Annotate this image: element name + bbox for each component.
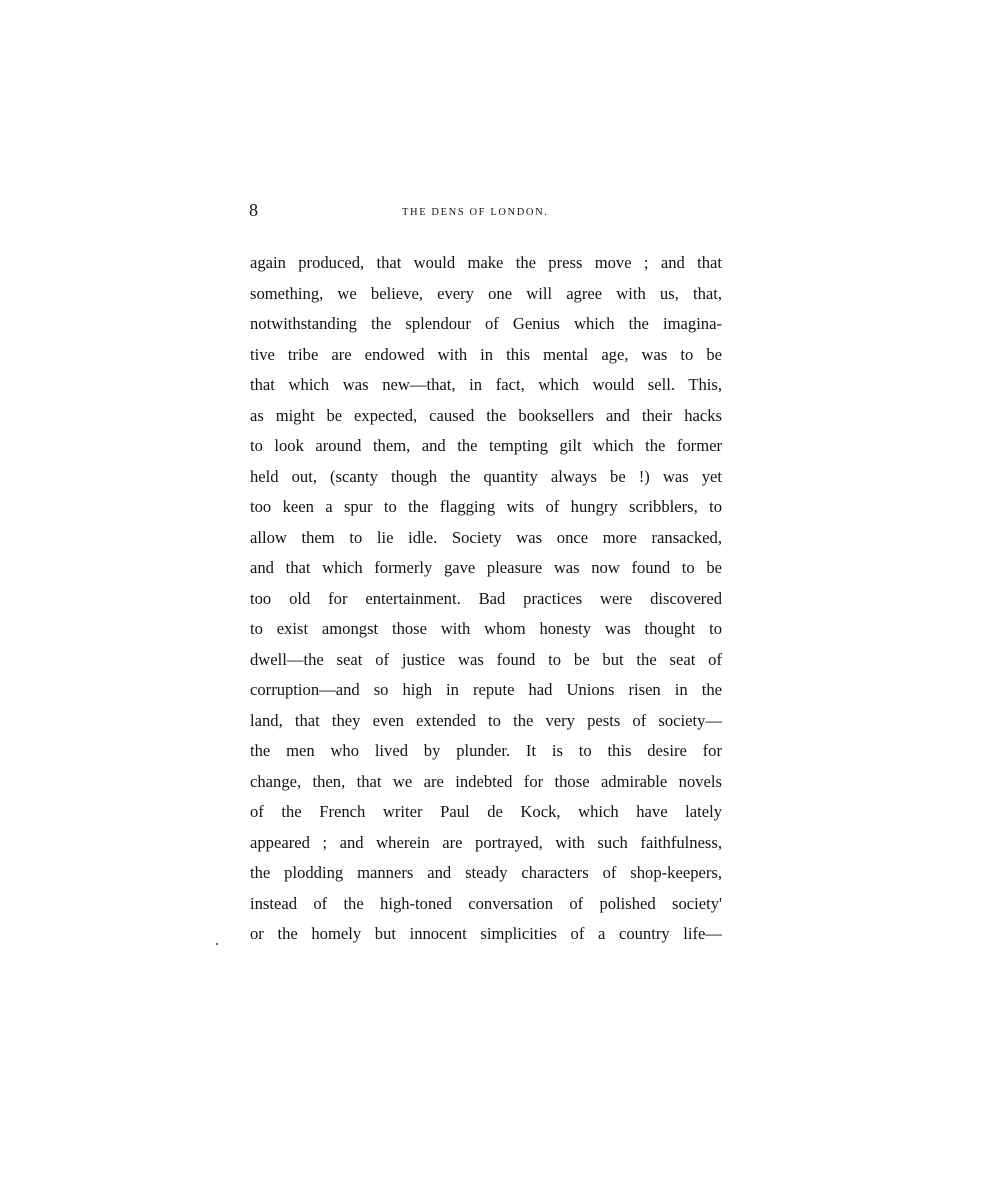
text-line: tive tribe are endowed with in this mental age, was to be [250,344,722,364]
text-line: or the homely but innocent simplicities of a country life— [250,924,722,943]
body-text [250,248,722,950]
text-line: change, then, that we are indebted for those admirable novels [250,771,722,791]
text-line: the men who lived by plunder. It is to this desire for [250,741,722,760]
text-line: and that which formerly gave pleasure was now found to be [250,558,722,577]
text-line: appeared ; and wherein are portrayed, with such faithfulness, [250,832,722,852]
text-line: of the French writer Paul de Kock, which have lately [250,802,722,821]
text-line: land, that they even extended to the very pests of society— [250,710,722,730]
text-line: dwell—the seat of justice was found to be but the seat of [250,649,722,669]
text-line: held out, (scanty though the quantity always be !) was yet [250,466,722,486]
text-line: allow them to lie idle. Society was once more ransacked, [250,527,722,547]
page-number: 8 [249,200,258,220]
text-line: again produced, that would make the press move ; and that [250,253,722,272]
text-line: the plodding manners and steady characters of shop-keepers, [250,863,722,882]
text-line: too keen a spur to the flagging wits of hungry scribblers, to [250,497,722,516]
text-line: as might be expected, caused the booksellers and their hacks [250,405,722,425]
text-line: corruption—and so high in repute had Unions risen in the [250,680,722,699]
text-line: that which was new—that, in fact, which would sell. This, [250,375,722,394]
text-line: too old for entertainment. Bad practices were discovered [250,588,722,608]
running-title: THE DENS OF LONDON. [402,207,549,218]
text-line: to look around them, and the tempting gilt which the former [250,436,722,455]
text-line: to exist amongst those with whom honesty was thought to [250,619,722,638]
text-line: something, we believe, every one will agree with us, that, [250,283,722,303]
text-line: instead of the high-toned conversation of polished society' [250,893,722,913]
text-line: notwithstanding the splendour of Genius which the imagina- [250,314,722,333]
scan-speck [216,943,218,945]
